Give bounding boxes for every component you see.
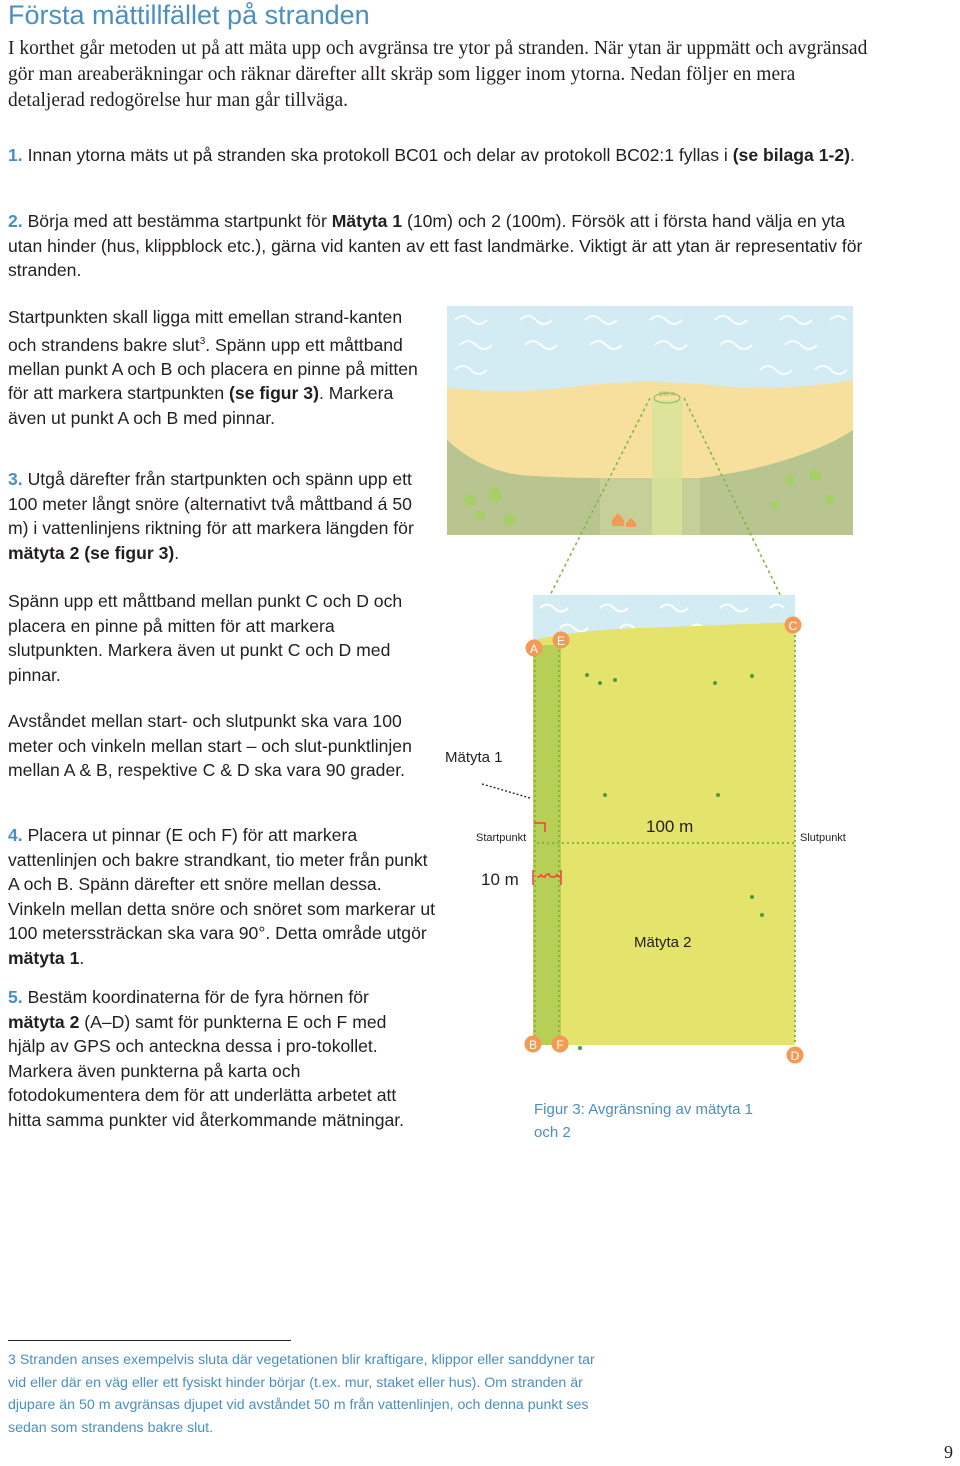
intro-paragraph: I korthet går metoden ut på att mäta upp och avgränsa tre ytor på stranden. När ytan är uppmätt och avgränsad gör man areaberäkningar och räknar därefter allt skräp som ligger inom ytorna. Nedan följer en mera detaljerad redogörelse hur man går tillväga.: [8, 38, 868, 111]
label-slutpunkt: Slutpunkt: [800, 832, 846, 844]
figure-caption: Figur 3: Avgränsning av mätyta 1 och 2: [534, 1101, 754, 1141]
step-1-number: 1.: [8, 145, 23, 165]
point-d: [787, 1047, 804, 1064]
page-title: Första mättillfället på stranden: [8, 0, 370, 30]
point-e: [553, 632, 570, 649]
step-3-number: 3.: [8, 469, 23, 489]
point-a: [526, 640, 543, 657]
point-b: [525, 1036, 542, 1053]
svg-text:A: A: [529, 642, 539, 656]
step-4-number: 4.: [8, 825, 23, 845]
label-matyta-2: Mätyta 2: [634, 934, 692, 951]
label-100m: 100 m: [646, 817, 694, 836]
matyta-1-area: [533, 645, 561, 1045]
step-3: 3. Utgå därefter från startpunkten och spänn upp ett 100 meter långt snöre (alternativt två måttband á 50 m) i vattenlinjens riktning för att markera längden för mätyta 2 (se figur 3).: [8, 469, 414, 563]
svg-text:C: C: [788, 619, 798, 633]
footnote: 3 Stranden anses exempelvis sluta där vegetationen blir kraftigare, klippor eller sanddyner tar vid eller där en väg eller ett fysiskt hinder börjar (t.ex. mur, staket eller hus). Om stranden är djupare än 50 m avgränsas djupet vid avståndet 50 m från vattenlinjen, och denna punkt ses sedan som strandens bakre slut.: [8, 1352, 595, 1436]
label-startpunkt: Startpunkt: [476, 832, 527, 844]
vegetation-middle: [600, 478, 700, 535]
small-100m-label: 100 m: [658, 392, 676, 398]
startpoint-paragraph: Startpunkten skall ligga mitt emellan strand-kanten och strandens bakre slut$^3$. Spänn upp ett måttband mellan punkt A och B och placera en pinne på mitten för att markera startpunkten (se figur 3). Markera även ut punkt A och B med pinnar.: [8, 307, 418, 428]
svg-text:F: F: [556, 1038, 564, 1052]
step-2: 2. Börja med att bestämma startpunkt för Mätyta 1 (10m) och 2 (100m). Försök att i första hand välja en yta utan hinder (hus, klippblock etc.), gärna vid kanten av ett fast landmärke. Viktigt är att ytan är representativ för stranden.: [8, 211, 863, 280]
step-1: 1. Innan ytorna mäts ut på stranden ska protokoll BC01 och delar av protokoll BC02:1 fyllas i (se bilaga 1-2).: [8, 145, 855, 165]
svg-text:D: D: [790, 1049, 800, 1063]
area-detail: [445, 595, 846, 1064]
footnote-divider: [8, 1340, 291, 1341]
step-5-number: 5.: [8, 987, 23, 1007]
beach-overview: [447, 306, 853, 535]
page-number: 9: [944, 1442, 953, 1462]
cd-paragraph: Spänn upp ett måttband mellan punkt C och D och placera en pinne på mitten för att markera slutpunkten. Markera även ut punkt C och D med pinnar.: [8, 591, 403, 685]
step-4: 4. Placera ut pinnar (E och F) för att markera vattenlinjen och bakre strandkant, tio meter från punkt A och B. Spänn därefter ett snöre mellan dessa. Vinkeln mellan detta snöre och snöret som markerar ut 100 meterssträckan ska vara 90°. Detta område utgör mätyta 1.: [8, 825, 436, 968]
svg-text:E: E: [556, 634, 566, 648]
matyta-1-pointer: [482, 784, 530, 798]
svg-text:B: B: [528, 1038, 538, 1052]
point-f: [552, 1036, 569, 1053]
step-2-number: 2.: [8, 211, 23, 231]
small-area-strip: [652, 400, 682, 535]
distance-paragraph: Avståndet mellan start- och slutpunkt ska vara 100 meter och vinkeln mellan start – och slut-punktlinjen mellan A & B, respektive C & D ska vara 90 grader.: [8, 711, 412, 780]
point-c: [785, 617, 802, 634]
label-matyta-1: Mätyta 1: [445, 749, 503, 766]
label-10m: 10 m: [481, 870, 519, 889]
step-5: 5. Bestäm koordinaterna för de fyra hörnen för mätyta 2 (A–D) samt för punkterna E och F med hjälp av GPS och anteckna dessa i pro-tokollet. Markera även punkterna på karta och fotodokumentera dem för att underlätta arbetet att hitta samma punkter vid återkommande mätningar.: [8, 987, 405, 1130]
